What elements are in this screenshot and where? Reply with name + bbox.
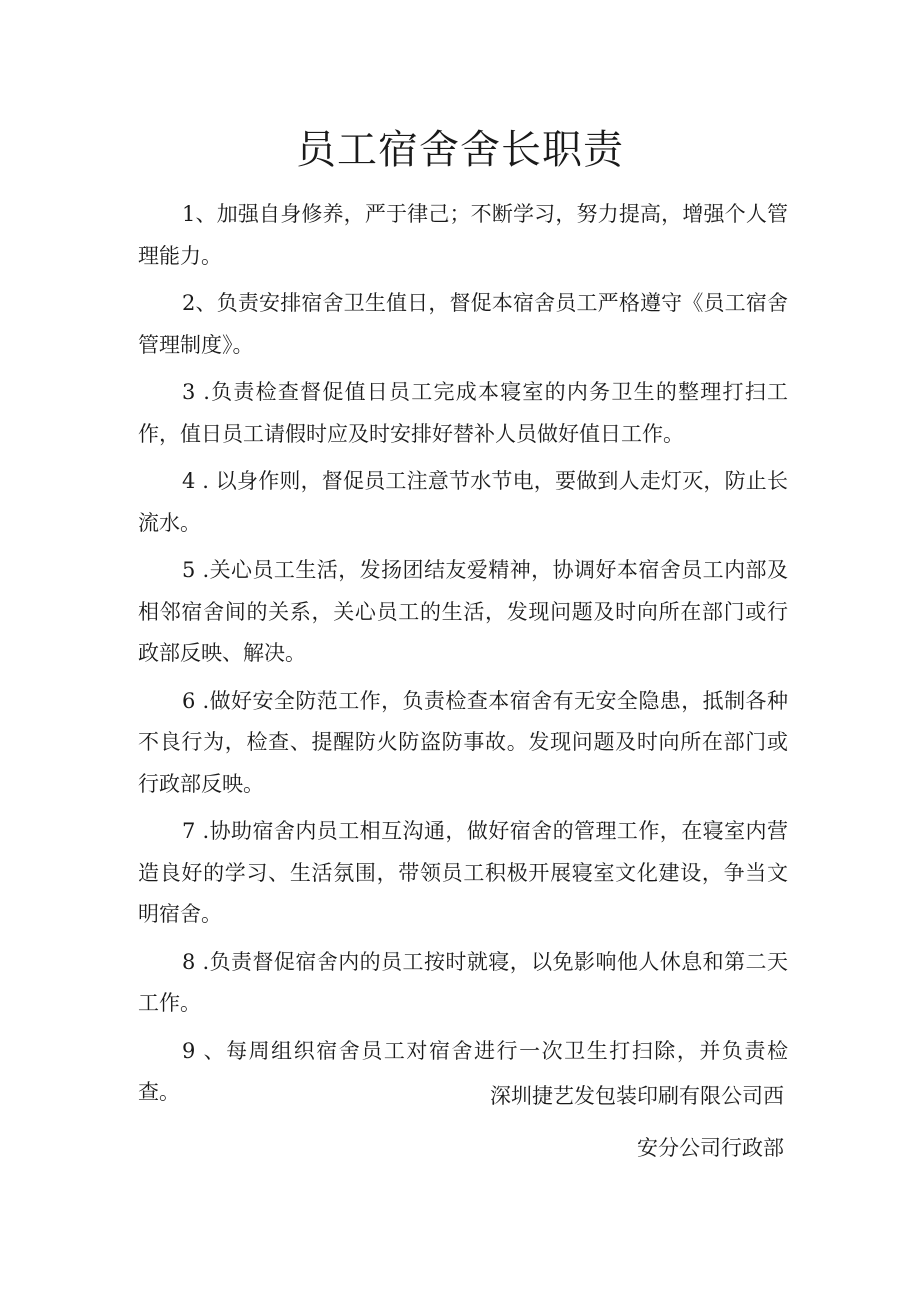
duty-item-6: 6 .做好安全防范工作，负责检查本宿舍有无安全隐患，抵制各种不良行为，检查、提醒防火防盗防事故。发现问题及时向所在部门或行政部反映。: [138, 688, 788, 796]
duty-item-8: 8 .负责督促宿舍内的员工按时就寝，以免影响他人休息和第二天工作。: [138, 949, 788, 1015]
duty-item-5: 5 .关心员工生活，发扬团结友爱精神，协调好本宿舍员工内部及相邻宿舍间的关系，关心员工的生活，发现问题及时向所在部门或行政部反映、解决。: [138, 558, 788, 665]
signature-line-department: 安分公司行政部: [637, 1136, 784, 1160]
document-title: 员工宿舍舍长职责: [296, 127, 624, 173]
signature-line-company: 深圳捷艺发包装印刷有限公司西: [490, 1084, 784, 1108]
duty-item-3: 3 .负责检查督促值日员工完成本寝室的内务卫生的整理打扫工作，值日员工请假时应及时安排好替补人员做好值日工作。: [138, 380, 788, 446]
duty-item-4: 4 . 以身作则，督促员工注意节水节电，要做到人走灯灭，防止长流水。: [138, 469, 788, 535]
duty-item-1: 1、加强自身修养，严于律己；不断学习，努力提高，增强个人管理能力。: [138, 202, 788, 268]
duty-item-2: 2、负责安排宿舍卫生值日，督促本宿舍员工严格遵守《员工宿舍管理制度》。: [138, 291, 788, 357]
signature-block: [490, 1070, 784, 1174]
duty-item-9: 9 、每周组织宿舍员工对宿舍进行一次卫生打扫除，并负责检查。: [138, 1038, 788, 1104]
duties-list: [138, 194, 788, 1120]
duty-item-7: 7 .协助宿舍内员工相互沟通，做好宿舍的管理工作，在寝室内营造良好的学习、生活氛围，带领员工积极开展寝室文化建设，争当文明宿舍。: [138, 819, 788, 926]
